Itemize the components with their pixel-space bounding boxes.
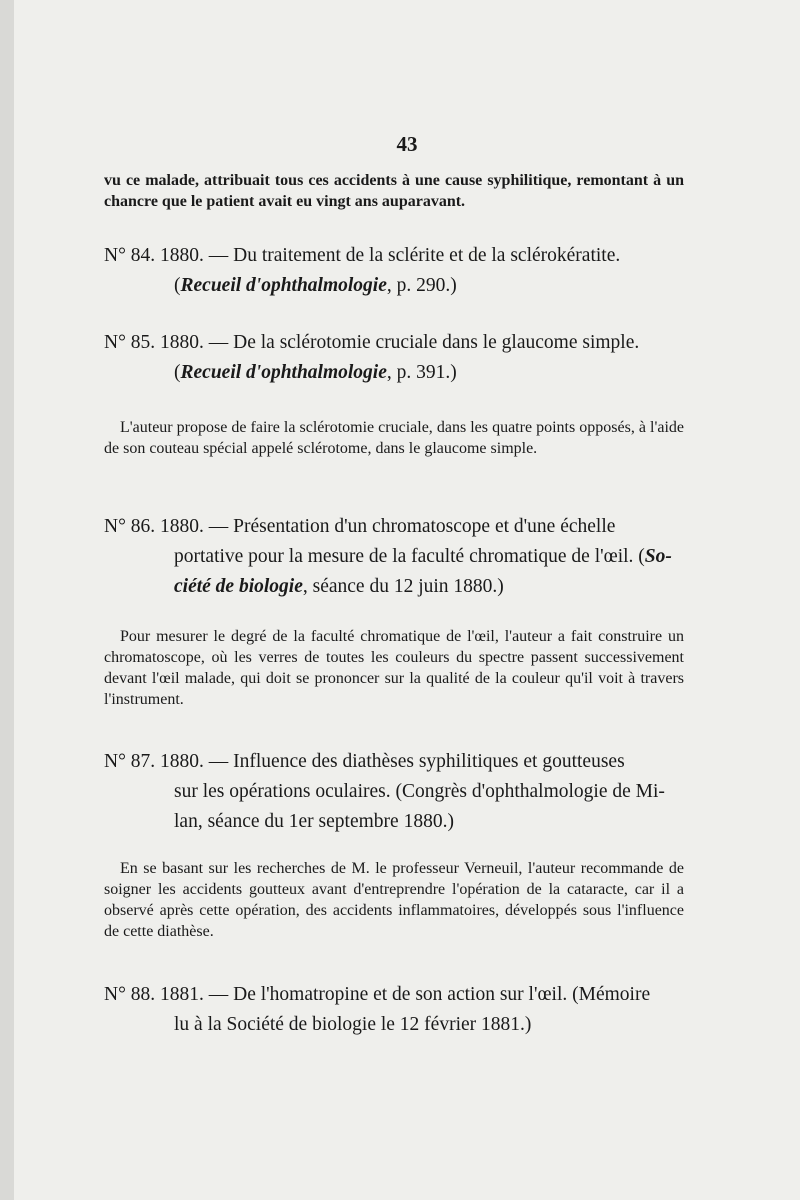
entry-87-line2: sur les opérations oculaires. (Congrès d'ophthalmologie de Mi- xyxy=(174,781,665,802)
entry-86-line3: ciété de biologie, séance du 12 juin 1880.) xyxy=(174,576,504,597)
entry-85 xyxy=(104,328,694,388)
entry-88-heading: N° 88. 1881. — De l'homatropine et de son action sur l'œil. (Mémoire xyxy=(104,984,651,1005)
entry-85-heading: N° 85. 1880. — De la sclérotomie cruciale dans le glaucome simple. xyxy=(104,332,640,353)
entry-85-abstract: L'auteur propose de faire la sclérotomie cruciale, dans les quatre points opposés, à l'aide de son couteau spécial appelé sclérotome, dans le glaucome simple. xyxy=(104,419,684,457)
page-number: 43 xyxy=(396,132,418,156)
entry-87 xyxy=(104,747,694,837)
entry-84 xyxy=(104,241,694,301)
intro-paragraph: vu ce malade, attribuait tous ces accidents à une cause syphilitique, remontant à un chancre que le patient avait eu vingt ans auparavant. xyxy=(104,172,684,210)
entry-88-line2: lu à la Société de biologie le 12 février 1881.) xyxy=(174,1014,532,1035)
document-page xyxy=(14,0,800,1200)
entry-87-heading: N° 87. 1880. — Influence des diathèses syphilitiques et goutteuses xyxy=(104,751,625,772)
entry-84-heading: N° 84. 1880. — Du traitement de la sclérite et de la sclérokératite. xyxy=(104,245,621,266)
entry-87-abstract: En se basant sur les recherches de M. le professeur Verneuil, l'auteur recommande de soigner les accidents goutteux avant d'entreprendre l'opération de la cataracte, car il a observé après cette opération, des accidents inflammatoires, développés sous l'influence de cette diathèse. xyxy=(104,860,684,940)
entry-84-reference: (Recueil d'ophthalmologie, p. 290.) xyxy=(174,275,457,296)
entry-88 xyxy=(104,980,694,1040)
entry-86 xyxy=(104,512,694,602)
entry-86-abstract: Pour mesurer le degré de la faculté chromatique de l'œil, l'auteur a fait construire un chromatoscope, où les verres de toutes les couleurs du spectre passent successivement devant l'œil malade, qui doit se prononcer sur la qualité de la couleur qu'il voit à travers l'instrument. xyxy=(104,628,684,708)
entry-85-reference: (Recueil d'ophthalmologie, p. 391.) xyxy=(174,362,457,383)
entry-87-line3: lan, séance du 1er septembre 1880.) xyxy=(174,811,454,832)
entry-86-heading: N° 86. 1880. — Présentation d'un chromatoscope et d'une échelle xyxy=(104,516,616,537)
entry-86-line2: portative pour la mesure de la faculté chromatique de l'œil. (So- xyxy=(174,546,672,567)
